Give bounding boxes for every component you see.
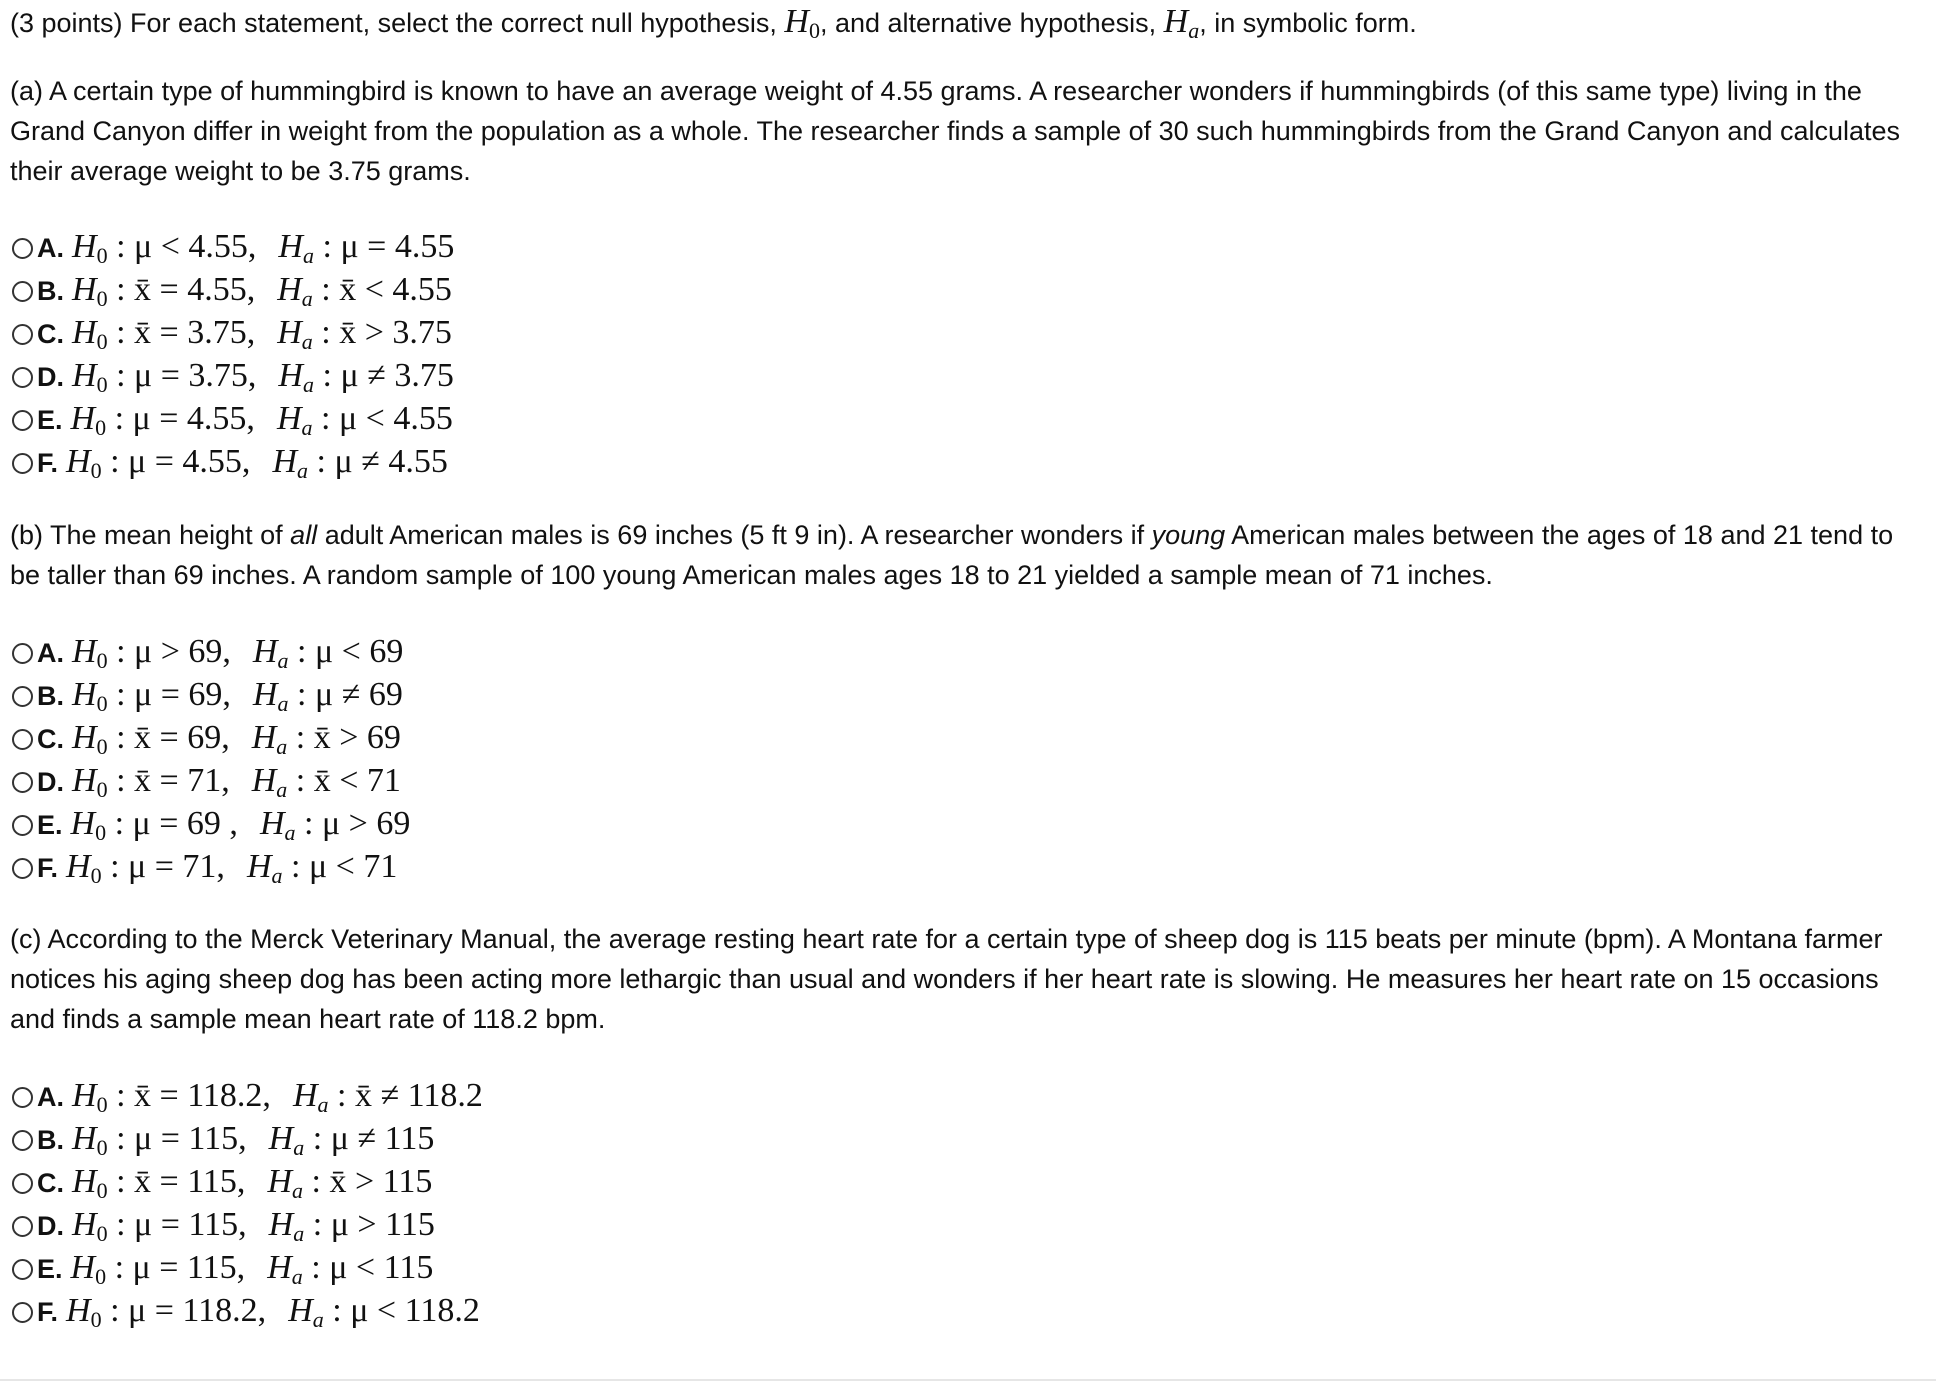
option-letter: C. bbox=[37, 319, 64, 349]
radio-button[interactable] bbox=[12, 1259, 33, 1280]
option-letter: A. bbox=[37, 233, 64, 263]
null-hypothesis: μ = 4.55, bbox=[128, 443, 251, 480]
radio-button[interactable] bbox=[12, 324, 33, 345]
alternative-hypothesis: μ < 115 bbox=[329, 1249, 434, 1286]
hypothesis-expression: $H_0$ : μ = 115, Ha : μ > 115 bbox=[72, 1206, 435, 1246]
option-letter: E. bbox=[37, 1254, 63, 1284]
hypothesis-expression: $H_0$ : μ = 71, Ha : μ < 71 bbox=[66, 848, 398, 888]
option-d[interactable] bbox=[10, 761, 810, 804]
ha-label: Ha bbox=[267, 1163, 303, 1203]
hypothesis-expression: $H_0$ : μ = 69, Ha : μ ≠ 69 bbox=[72, 676, 403, 716]
hypothesis-expression: $H_0$ : x̄ = 118.2, Ha : x̄ ≠ 118.2 bbox=[72, 1077, 483, 1117]
alternative-hypothesis: x̄ > 115 bbox=[329, 1163, 433, 1200]
radio-button[interactable] bbox=[12, 1130, 33, 1151]
ha-label: Ha bbox=[278, 228, 314, 268]
null-hypothesis: μ = 115, bbox=[132, 1249, 246, 1286]
option-d[interactable] bbox=[10, 1205, 810, 1248]
question-a-options bbox=[10, 227, 810, 485]
h0-label: $H_0$ bbox=[70, 805, 107, 845]
radio-button[interactable] bbox=[12, 1216, 33, 1237]
intro-lead: (3 points) For each statement, select the correct null hypothesis, bbox=[10, 8, 785, 38]
null-hypothesis: μ = 115, bbox=[134, 1206, 247, 1243]
ha-label: Ha bbox=[267, 1249, 303, 1289]
h0-label: $H_0$ bbox=[72, 314, 108, 354]
option-letter: F. bbox=[37, 448, 59, 478]
alternative-hypothesis: μ ≠ 115 bbox=[330, 1120, 435, 1157]
null-hypothesis: μ = 4.55, bbox=[132, 400, 255, 437]
ha-label: Ha bbox=[288, 1292, 324, 1332]
alternative-hypothesis: x̄ > 3.75 bbox=[339, 314, 452, 351]
hypothesis-expression: $H_0$ : μ < 4.55, Ha : μ = 4.55 bbox=[72, 228, 455, 268]
hypothesis-expression: $H_0$ : μ = 115, Ha : μ < 115 bbox=[70, 1249, 434, 1289]
null-hypothesis: μ = 69, bbox=[134, 676, 231, 713]
radio-button[interactable] bbox=[12, 410, 33, 431]
null-hypothesis: μ = 71, bbox=[128, 848, 225, 885]
h0-label: $H_0$ bbox=[72, 762, 108, 802]
ha-label: Ha bbox=[276, 400, 313, 440]
alternative-hypothesis: μ ≠ 69 bbox=[314, 676, 403, 713]
ha-label: Ha bbox=[251, 762, 288, 802]
null-hypothesis: x̄ = 118.2, bbox=[134, 1077, 271, 1114]
question-c-prompt: (c) According to the Merck Veterinary Manual, the average resting heart rate for a certain type of sheep dog is 115 beats per minute (bpm). A Montana farmer notices his aging sheep dog has been acting more lethargic than usual and wonders if her heart rate is slowing. He measures her heart rate on 15 occasions and finds a sample mean heart rate of 118.2 bpm. bbox=[10, 924, 1883, 1034]
alternative-hypothesis: μ ≠ 4.55 bbox=[334, 443, 448, 480]
null-hypothesis: x̄ = 71, bbox=[134, 762, 230, 799]
hypothesis-expression: $H_0$ : x̄ = 71, Ha : x̄ < 71 bbox=[72, 762, 401, 802]
alternative-hypothesis: x̄ < 4.55 bbox=[339, 271, 452, 308]
option-letter: D. bbox=[37, 362, 64, 392]
ha-label: Ha bbox=[251, 719, 288, 759]
ha-label: Ha bbox=[278, 357, 314, 397]
alternative-hypothesis: μ < 118.2 bbox=[350, 1292, 480, 1329]
radio-button[interactable] bbox=[12, 1173, 33, 1194]
alternative-hypothesis: μ < 71 bbox=[308, 848, 398, 885]
hypothesis-expression: $H_0$ : x̄ = 4.55, Ha : x̄ < 4.55 bbox=[72, 271, 452, 311]
ha-label: Ha bbox=[259, 805, 296, 845]
h0-label: $H_0$ bbox=[70, 1249, 107, 1289]
hypothesis-expression: $H_0$ : x̄ = 115, Ha : x̄ > 115 bbox=[72, 1163, 433, 1203]
question-a-prompt: (a) A certain type of hummingbird is known to have an average weight of 4.55 grams. A researcher wonders if hummingbirds (of this same type) living in the Grand Canyon differ in weight from the population as a whole. The researcher finds a sample of 30 such hummingbirds from the Grand Canyon and calculates their average weight to be 3.75 grams. bbox=[10, 76, 1901, 186]
alternative-hypothesis: x̄ > 69 bbox=[313, 719, 401, 756]
radio-button[interactable] bbox=[12, 858, 33, 879]
h0-label: $H_0$ bbox=[72, 271, 108, 311]
hypothesis-expression: $H_0$ : μ = 4.55, Ha : μ ≠ 4.55 bbox=[66, 443, 448, 483]
hypothesis-expression: $H_0$ : μ = 3.75, Ha : μ ≠ 3.75 bbox=[72, 357, 454, 397]
option-letter: F. bbox=[37, 1297, 59, 1327]
radio-button[interactable] bbox=[12, 772, 33, 793]
radio-button[interactable] bbox=[12, 686, 33, 707]
intro-middle: , and alternative hypothesis, bbox=[819, 8, 1164, 38]
h0-label: $H_0$ bbox=[72, 1163, 108, 1203]
null-hypothesis: μ = 115, bbox=[134, 1120, 247, 1157]
option-letter: B. bbox=[37, 1125, 64, 1155]
h0-label: $H_0$ bbox=[72, 357, 108, 397]
option-b[interactable] bbox=[10, 675, 810, 718]
option-e[interactable] bbox=[10, 1248, 810, 1291]
option-b[interactable] bbox=[10, 1119, 810, 1162]
h0-label: $H_0$ bbox=[72, 1120, 108, 1160]
alternative-hypothesis: μ > 115 bbox=[330, 1206, 435, 1243]
emphasis-all: all bbox=[290, 520, 318, 550]
ha-label: Ha bbox=[246, 848, 283, 888]
radio-button[interactable] bbox=[12, 1087, 33, 1108]
ha-symbol: Ha bbox=[1163, 3, 1200, 43]
option-letter: C. bbox=[37, 1168, 64, 1198]
null-hypothesis: x̄ = 115, bbox=[134, 1163, 246, 1200]
hypothesis-expression: $H_0$ : x̄ = 3.75, Ha : x̄ > 3.75 bbox=[72, 314, 452, 354]
ha-label: Ha bbox=[277, 314, 313, 354]
null-hypothesis: x̄ = 3.75, bbox=[134, 314, 256, 351]
option-c[interactable] bbox=[10, 313, 810, 356]
hypothesis-expression: $H_0$ : μ = 4.55, Ha : μ < 4.55 bbox=[70, 400, 453, 440]
option-letter: D. bbox=[37, 767, 64, 797]
alternative-hypothesis: μ > 69 bbox=[321, 805, 411, 842]
hypothesis-expression: $H_0$ : μ > 69, Ha : μ < 69 bbox=[72, 633, 404, 673]
emphasis-young: young bbox=[1151, 520, 1226, 550]
alternative-hypothesis: x̄ ≠ 118.2 bbox=[354, 1077, 483, 1114]
option-d[interactable] bbox=[10, 356, 810, 399]
option-letter: C. bbox=[37, 724, 64, 754]
ha-label: Ha bbox=[268, 1206, 305, 1246]
option-a[interactable] bbox=[10, 1076, 810, 1119]
radio-button[interactable] bbox=[12, 281, 33, 302]
hypothesis-expression: $H_0$ : μ = 69 , Ha : μ > 69 bbox=[70, 805, 411, 845]
option-e[interactable] bbox=[10, 804, 810, 847]
alternative-hypothesis: μ < 4.55 bbox=[338, 400, 453, 437]
h0-label: $H_0$ bbox=[72, 676, 108, 716]
null-hypothesis: μ = 118.2, bbox=[128, 1292, 267, 1329]
h0-label: $H_0$ bbox=[72, 719, 108, 759]
h0-label: $H_0$ bbox=[70, 400, 107, 440]
option-letter: A. bbox=[37, 638, 64, 668]
option-letter: A. bbox=[37, 1082, 64, 1112]
instructions bbox=[10, 2, 1417, 51]
hypothesis-expression: $H_0$ : x̄ = 69, Ha : x̄ > 69 bbox=[72, 719, 401, 759]
option-letter: D. bbox=[37, 1211, 64, 1241]
radio-button[interactable] bbox=[12, 1302, 33, 1323]
h0-label: $H_0$ bbox=[72, 633, 108, 673]
h0-symbol: $H_0$ bbox=[784, 3, 820, 43]
null-hypothesis: μ = 3.75, bbox=[134, 357, 257, 394]
alternative-hypothesis: μ < 69 bbox=[314, 633, 404, 670]
h0-label: $H_0$ bbox=[66, 443, 102, 483]
option-a[interactable] bbox=[10, 632, 810, 675]
h0-label: $H_0$ bbox=[72, 228, 108, 268]
option-letter: E. bbox=[37, 810, 63, 840]
option-a[interactable] bbox=[10, 227, 810, 270]
h0-label: $H_0$ bbox=[72, 1206, 108, 1246]
option-f[interactable] bbox=[10, 442, 810, 485]
option-letter: B. bbox=[37, 681, 64, 711]
option-letter: E. bbox=[37, 405, 63, 435]
alternative-hypothesis: x̄ < 71 bbox=[313, 762, 401, 799]
option-e[interactable] bbox=[10, 399, 810, 442]
hypothesis-expression: $H_0$ : μ = 118.2, Ha : μ < 118.2 bbox=[66, 1292, 480, 1332]
option-b[interactable] bbox=[10, 270, 810, 313]
option-f[interactable] bbox=[10, 847, 810, 890]
question-b-prompt: (b) The mean height of all adult American males is 69 inches (5 ft 9 in). A researcher wonders if young American males between the ages of 18 and 21 tend to be taller than 69 inches. A random sample of 100 young American males ages 18 to 21 yielded a sample mean of 71 inches. bbox=[10, 520, 1894, 590]
radio-button[interactable] bbox=[12, 453, 33, 474]
hypothesis-expression: $H_0$ : μ = 115, Ha : μ ≠ 115 bbox=[72, 1120, 435, 1160]
intro-tail: , in symbolic form. bbox=[1199, 8, 1417, 38]
radio-button[interactable] bbox=[12, 238, 33, 259]
option-letter: F. bbox=[37, 853, 59, 883]
option-c[interactable] bbox=[10, 1162, 810, 1205]
ha-label: Ha bbox=[277, 271, 313, 311]
h0-label: $H_0$ bbox=[66, 848, 102, 888]
alternative-hypothesis: μ ≠ 3.75 bbox=[340, 357, 454, 394]
null-hypothesis: μ = 69 , bbox=[132, 805, 238, 842]
ha-label: Ha bbox=[268, 1120, 305, 1160]
question-b-options bbox=[10, 632, 810, 890]
question-c-options bbox=[10, 1076, 810, 1334]
ha-label: Ha bbox=[292, 1077, 329, 1117]
h0-label: $H_0$ bbox=[66, 1292, 102, 1332]
radio-button[interactable] bbox=[12, 643, 33, 664]
null-hypothesis: μ < 4.55, bbox=[134, 228, 257, 265]
ha-label: Ha bbox=[272, 443, 308, 483]
option-letter: B. bbox=[37, 276, 64, 306]
radio-button[interactable] bbox=[12, 367, 33, 388]
null-hypothesis: μ > 69, bbox=[134, 633, 231, 670]
option-f[interactable] bbox=[10, 1291, 810, 1334]
option-c[interactable] bbox=[10, 718, 810, 761]
ha-label: Ha bbox=[252, 676, 289, 716]
null-hypothesis: x̄ = 69, bbox=[134, 719, 230, 756]
radio-button[interactable] bbox=[12, 729, 33, 750]
bottom-divider bbox=[0, 1379, 1936, 1381]
null-hypothesis: x̄ = 4.55, bbox=[134, 271, 256, 308]
h0-label: $H_0$ bbox=[72, 1077, 108, 1117]
ha-label: Ha bbox=[252, 633, 289, 673]
alternative-hypothesis: μ = 4.55 bbox=[340, 228, 455, 265]
radio-button[interactable] bbox=[12, 815, 33, 836]
